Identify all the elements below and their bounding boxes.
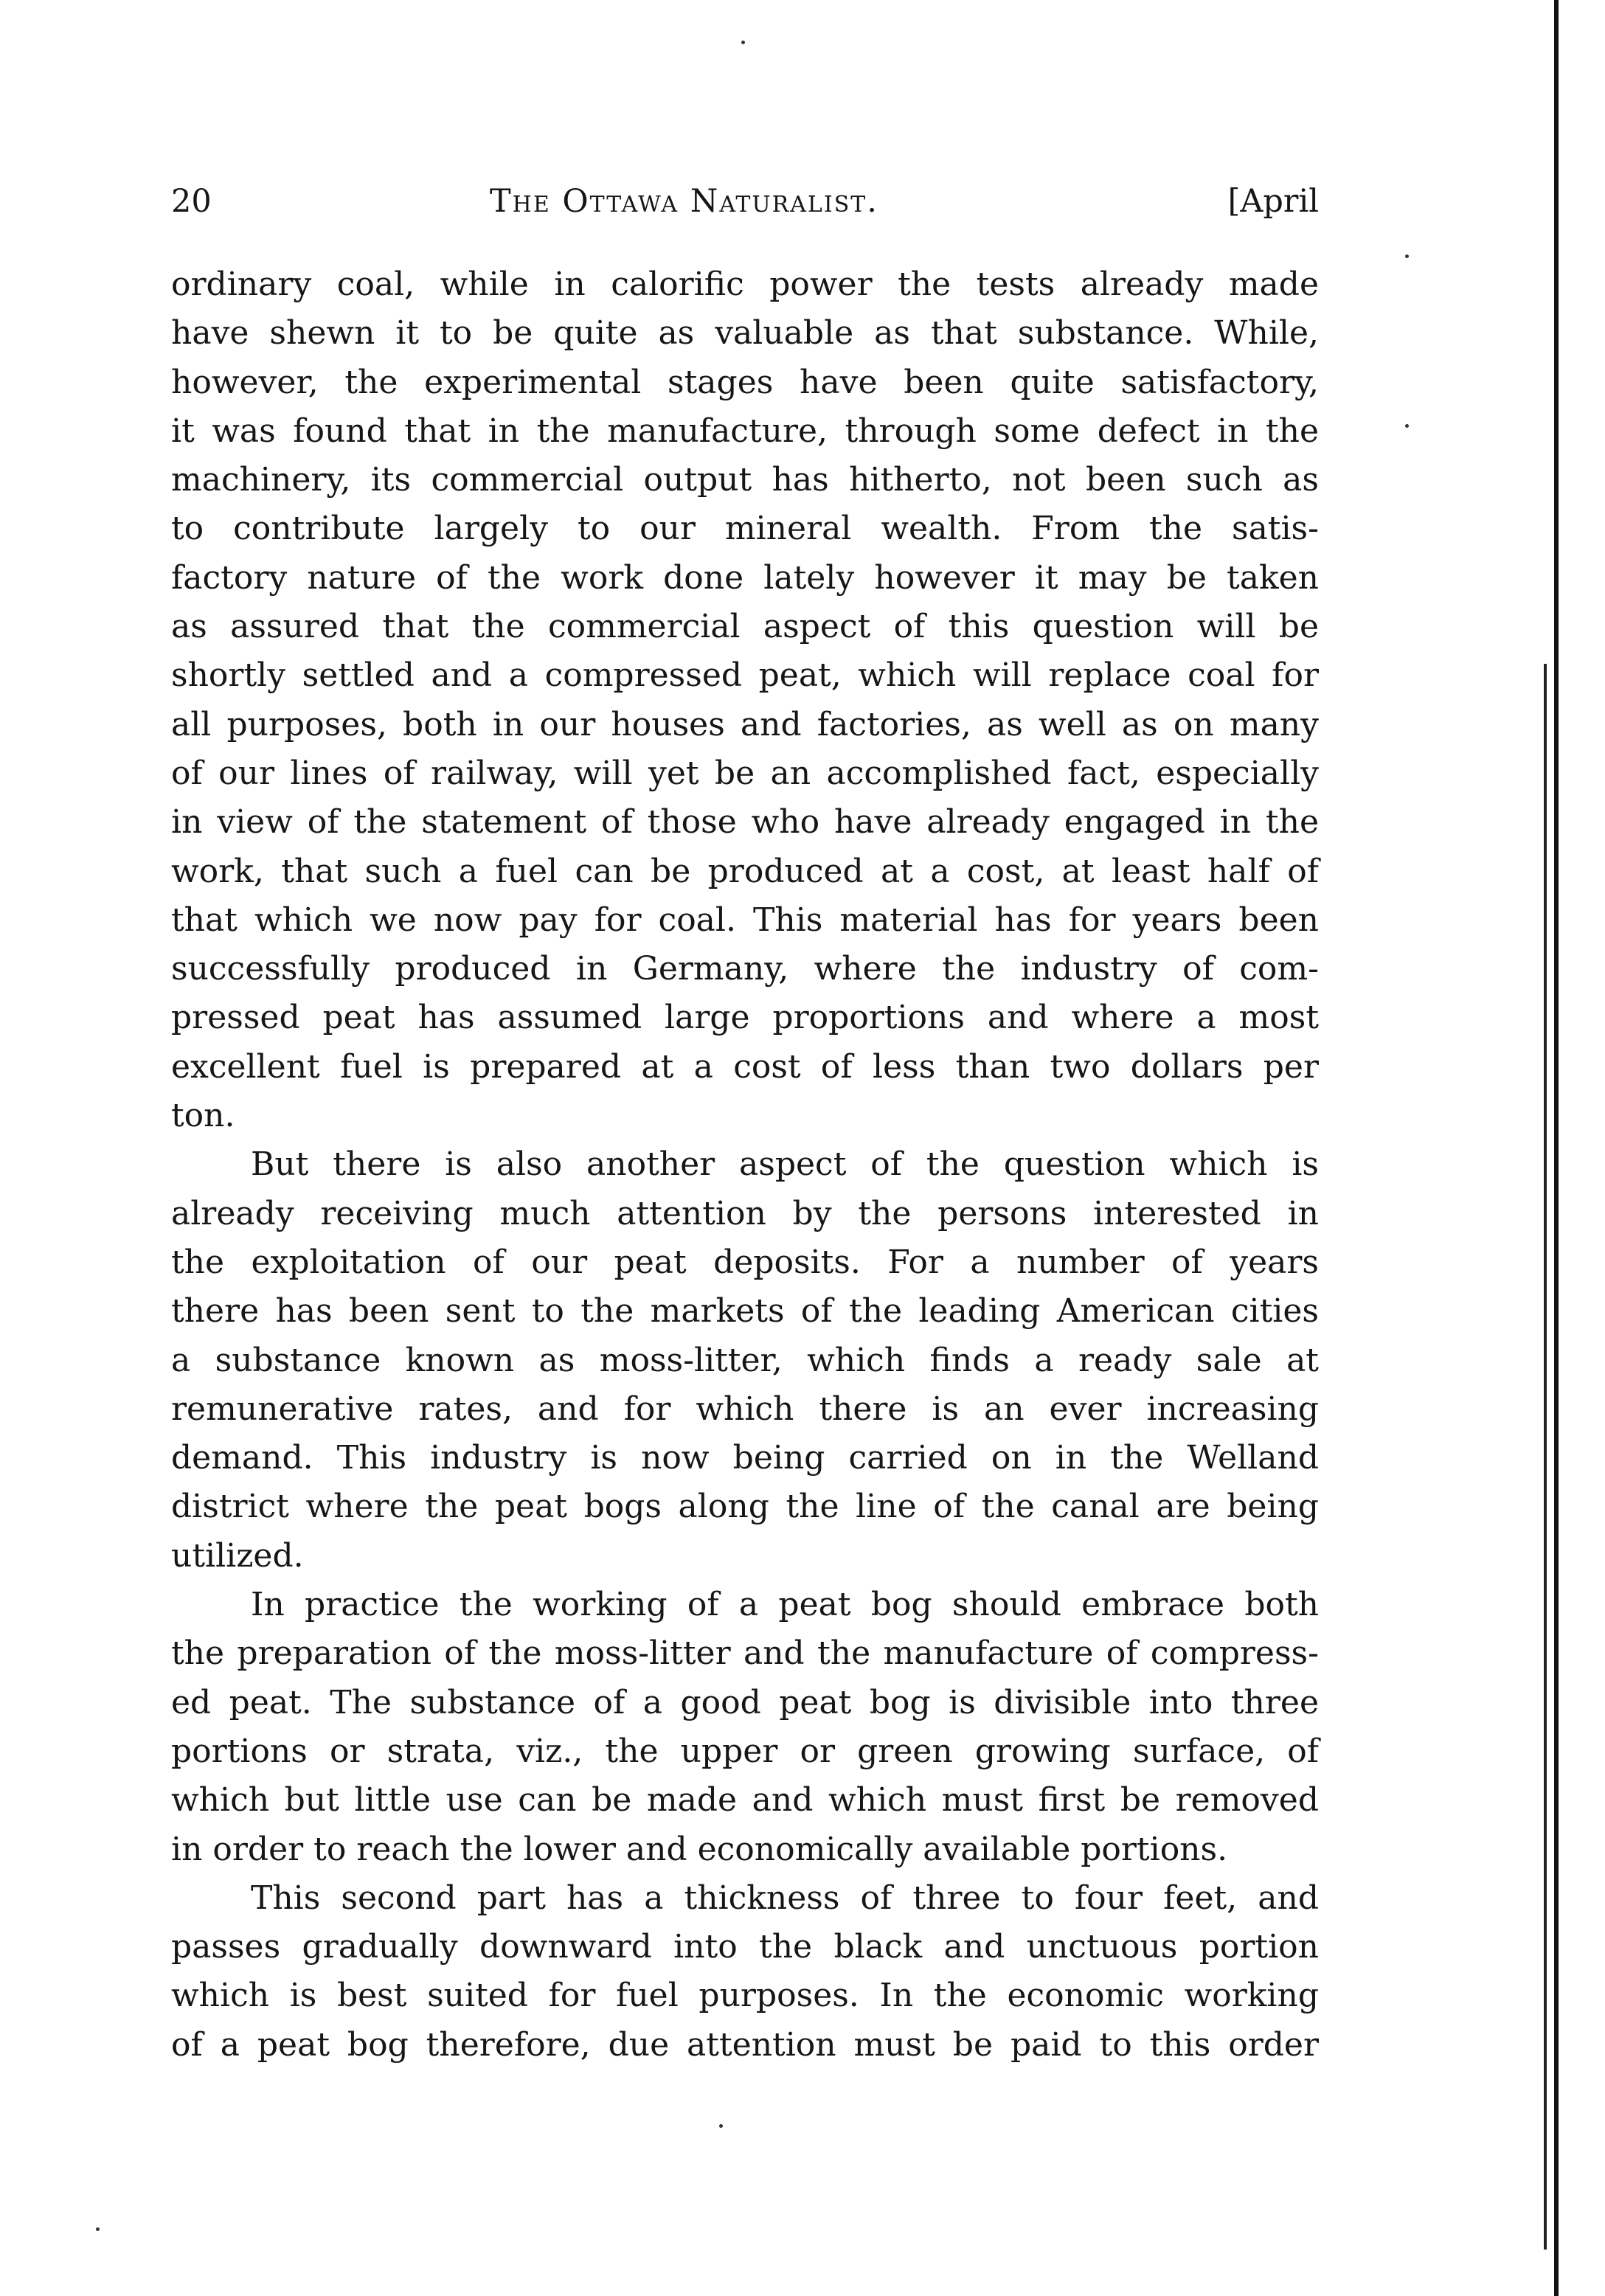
paragraph: [171, 1874, 1319, 2070]
text-line: the exploitation of our peat deposits. For a number of years: [171, 1243, 1319, 1281]
text-line: utilized.: [171, 1536, 304, 1575]
text-line: as assured that the commercial aspect of this question will be: [171, 608, 1319, 646]
text-line: in order to reach the lower and economically available portions.: [171, 1830, 1228, 1868]
text-line: have shewn it to be quite as valuable as that substance. While,: [171, 314, 1319, 353]
scan-speck: [96, 2227, 100, 2231]
text-line: to contribute largely to our mineral wealth. From the satis-: [171, 510, 1319, 548]
body-text: [171, 260, 1319, 2070]
issue-month: [April: [1227, 183, 1319, 220]
text-line: of a peat bog therefore, due attention must be paid to this order: [171, 2025, 1319, 2064]
text-line: which is best suited for fuel purposes. In the economic working: [171, 1977, 1319, 2015]
paragraph: [171, 1140, 1319, 1581]
text-line: passes gradually downward into the black and unctuous portion: [171, 1928, 1319, 1966]
text-line: But there is also another aspect of the question which is: [251, 1145, 1319, 1184]
text-line: there has been sent to the markets of the leading American cities: [171, 1292, 1319, 1331]
journal-title: The Ottawa Naturalist.: [490, 183, 878, 220]
binding-shadow-line: [1544, 664, 1547, 2250]
text-line: demand. This industry is now being carried on in the Welland: [171, 1439, 1319, 1477]
text-line: ton.: [171, 1097, 235, 1135]
scan-speck: [719, 2124, 723, 2128]
binding-edge-line: [1554, 0, 1559, 2296]
text-line: however, the experimental stages have been quite satisfactory,: [171, 363, 1319, 401]
paragraph: [171, 1581, 1319, 1874]
text-line: that which we now pay for coal. This material has for years been: [171, 901, 1319, 939]
text-line: district where the peat bogs along the line of the canal are being: [171, 1488, 1319, 1526]
text-line: This second part has a thickness of three to four feet, and: [251, 1879, 1319, 1917]
paragraph: [171, 260, 1319, 1140]
text-line: of our lines of railway, will yet be an accomplished fact, especially: [171, 754, 1319, 792]
text-line: already receiving much attention by the persons interested in: [171, 1194, 1319, 1232]
text-line: ed peat. The substance of a good peat bog is divisible into three: [171, 1683, 1319, 1721]
text-line: it was found that in the manufacture, through some defect in the: [171, 412, 1319, 450]
text-line: all purposes, both in our houses and factories, as well as on many: [171, 705, 1319, 743]
text-line: which but little use can be made and which must first be removed: [171, 1781, 1319, 1820]
scan-speck: [1405, 254, 1409, 258]
text-line: ordinary coal, while in calorific power the tests already made: [171, 266, 1319, 303]
text-line: work, that such a fuel can be produced at a cost, at least half of: [171, 852, 1319, 890]
scan-speck: [741, 41, 745, 44]
running-header: [171, 176, 1319, 227]
text-line: portions or strata, viz., the upper or green growing surface, of: [171, 1732, 1319, 1770]
text-line: the preparation of the moss-litter and the manufacture of compress-: [171, 1634, 1319, 1673]
text-line: pressed peat has assumed large proportions and where a most: [171, 999, 1319, 1037]
text-line: a substance known as moss-litter, which finds a ready sale at: [171, 1341, 1319, 1379]
text-line: excellent fuel is prepared at a cost of less than two dollars per: [171, 1047, 1319, 1086]
text-line: shortly settled and a compressed peat, which will replace coal for: [171, 656, 1319, 695]
page-number: 20: [171, 183, 212, 220]
text-line: in view of the statement of those who have already engaged in the: [171, 803, 1319, 842]
text-line: machinery, its commercial output has hitherto, not been such as: [171, 461, 1319, 499]
scan-speck: [1405, 424, 1409, 428]
text-line: factory nature of the work done lately however it may be taken: [171, 558, 1319, 597]
text-line: remunerative rates, and for which there is an ever increasing: [171, 1390, 1319, 1428]
text-line: successfully produced in Germany, where the industry of com-: [171, 950, 1319, 988]
text-line: In practice the working of a peat bog should embrace both: [251, 1586, 1319, 1624]
